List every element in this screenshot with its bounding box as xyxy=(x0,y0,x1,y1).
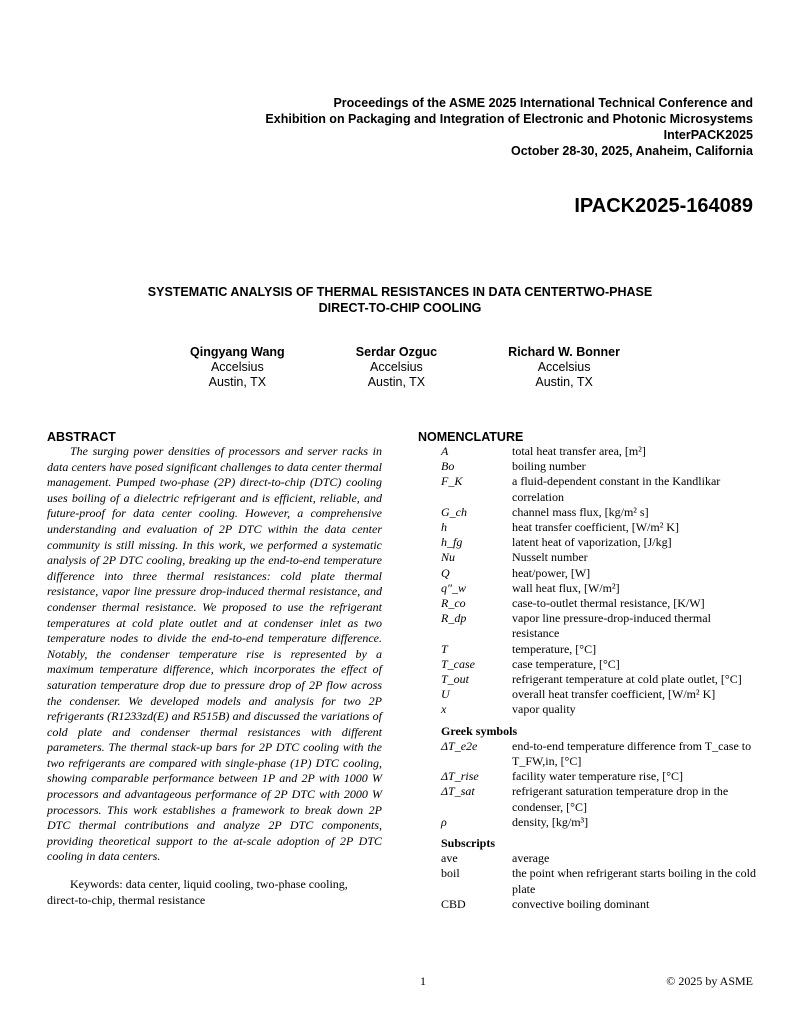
author-block xyxy=(190,345,285,390)
nomenclature-definition: end-to-end temperature difference from T_case to T_FW,in, [°C] xyxy=(512,738,752,769)
nomenclature-symbol: G_ch xyxy=(441,504,467,519)
nomenclature-row xyxy=(441,657,756,672)
nomenclature-definition: case temperature, [°C] xyxy=(512,656,620,671)
nomenclature-definition: density, [kg/m³] xyxy=(512,814,589,829)
nomenclature-row xyxy=(441,474,756,504)
author-block xyxy=(508,345,620,390)
nomenclature-list xyxy=(441,444,756,912)
author-location: Austin, TX xyxy=(208,375,267,389)
nomenclature-row xyxy=(441,596,756,611)
nomenclature-symbol: h_fg xyxy=(441,535,463,550)
nomenclature-definition: heat/power, [W] xyxy=(512,565,591,580)
nomenclature-symbol: ΔT_e2e xyxy=(441,738,478,753)
nomenclature-definition: refrigerant saturation temperature drop in the condenser, [°C] xyxy=(512,784,729,814)
nomenclature-definition: total heat transfer area, [m²] xyxy=(512,444,646,458)
nomenclature-symbol: boil xyxy=(441,866,460,881)
author-affiliation: Accelsius xyxy=(210,360,264,374)
nomenclature-row xyxy=(441,897,756,912)
nomenclature-definition: refrigerant temperature at cold plate outlet, [°C] xyxy=(512,672,742,687)
nomenclature-section xyxy=(418,430,756,912)
nomenclature-symbol: ave xyxy=(441,851,458,866)
nomenclature-definition: convective boiling dominant xyxy=(512,896,650,911)
keywords: Keywords: data center, liquid cooling, two-phase cooling, direct-to-chip, thermal resistance xyxy=(47,877,348,907)
author-name: Qingyang Wang xyxy=(190,345,285,359)
author-location: Austin, TX xyxy=(535,375,593,389)
nomenclature-row xyxy=(441,444,756,459)
greek-heading: Greek symbols xyxy=(441,723,518,738)
copyright: © 2025 by ASME xyxy=(666,974,753,988)
author-block xyxy=(356,345,437,390)
nomenclature-symbol: R_co xyxy=(441,596,466,611)
nomenclature-symbol: T_case xyxy=(441,656,475,671)
page-number: 1 xyxy=(420,974,426,988)
abstract-section xyxy=(47,430,382,920)
nomenclature-definition: facility water temperature rise, [°C] xyxy=(512,769,684,784)
author-affiliation: Accelsius xyxy=(370,360,423,374)
nomenclature-symbol: x xyxy=(441,702,447,717)
nomenclature-row xyxy=(441,505,756,520)
proceedings-line: October 28-30, 2025, Anaheim, California xyxy=(511,144,753,158)
nomenclature-definition: the point when refrigerant starts boiling in the cold plate xyxy=(512,866,756,896)
nomenclature-symbol: T xyxy=(441,641,448,656)
author-name: Richard W. Bonner xyxy=(508,345,620,359)
nomenclature-row xyxy=(441,535,756,550)
nomenclature-row xyxy=(441,581,756,596)
proceedings-line: Exhibition on Packaging and Integration of Electronic and Photonic Microsystems xyxy=(265,112,753,126)
nomenclature-symbol: CBD xyxy=(441,896,466,911)
nomenclature-row xyxy=(441,702,756,717)
title-line: DIRECT-TO-CHIP COOLING xyxy=(318,301,482,315)
nomenclature-row xyxy=(441,520,756,535)
author-name: Serdar Ozguc xyxy=(355,345,438,359)
nomenclature-definition: channel mass flux, [kg/m² s] xyxy=(512,504,649,519)
nomenclature-definition: overall heat transfer coefficient, [W/m² K] xyxy=(512,687,716,702)
nomenclature-row xyxy=(441,769,756,784)
nomenclature-row xyxy=(441,784,756,814)
nomenclature-symbol: T_out xyxy=(441,672,470,687)
proceedings-line: InterPACK2025 xyxy=(663,128,753,142)
nomenclature-row xyxy=(441,566,756,581)
title-line: SYSTEMATIC ANALYSIS OF THERMAL RESISTANCES IN DATA CENTERTWO-PHASE xyxy=(147,285,653,299)
abstract-heading: ABSTRACT xyxy=(47,430,116,444)
proceedings-header xyxy=(193,95,753,159)
nomenclature-row xyxy=(441,866,756,896)
nomenclature-symbol: h xyxy=(441,520,447,535)
nomenclature-definition: vapor line pressure-drop-induced thermal resistance xyxy=(512,611,711,641)
nomenclature-definition: a fluid-dependent constant in the Kandlikar correlation xyxy=(512,474,721,504)
nomenclature-row xyxy=(441,739,756,769)
nomenclature-heading: NOMENCLATURE xyxy=(418,430,524,444)
nomenclature-definition: average xyxy=(512,851,550,866)
nomenclature-symbol: ρ xyxy=(441,814,447,829)
author-list xyxy=(190,345,620,390)
nomenclature-definition: case-to-outlet thermal resistance, [K/W] xyxy=(512,596,705,611)
nomenclature-symbol: R_dp xyxy=(441,611,467,626)
nomenclature-symbol: A xyxy=(441,444,449,458)
nomenclature-row xyxy=(441,672,756,687)
nomenclature-symbol: Q xyxy=(441,565,450,580)
nomenclature-definition: boiling number xyxy=(512,459,586,474)
abstract-text: The surging power densities of processors and server racks in data centers have posed significant challenges to data center thermal management. Pumped two-phase (2P) direct-to-chip (DTC) cooling uses boiling of a dielectric refrigerant and is efficient, reliable, and future-proof for data center cooling. However, a comprehensive understanding and evaluation of 2P DTC within the data center community is still missing. In this work, we performed a systematic analysis of 2P DTC cooling, breaking up the end-to-end temperature difference into three thermal resistances: cold plate thermal resistance, vapor line pressure drop-induced thermal resistance, and condenser thermal resistance. We proposed to use the refrigerant temperatures at cold plate outlet and at condenser inlet as two temperature nodes to divide the end-to-end temperature difference. Notably, the condenser temperature rise is represented by a maximum temperature difference, which incorporates the effect of saturation temperature drop due to pressure drop of 2P flow across the condenser. We developed models and analysis for two 2P refrigerants (R1233zd(E) and R515B) and discussed the variations of cold plate and condenser thermal resistances with different parameters. The thermal stack-up bars for 2P DTC cooling with the two refrigerants are compared with single-phase (1P) DTC cooling, showing comparable performance between 1P and 2P with 1000 W processors and advantageous performance of 2P DTC with 2000 W processors. This work establishes a framework to break down 2P DTC thermal contributions and analyze 2P DTC components, providing theoretical support to the at-scale adoption of 2P DTC cooling in data centers. xyxy=(47,444,382,864)
nomenclature-definition: Nusselt number xyxy=(512,550,588,565)
nomenclature-symbol: ΔT_rise xyxy=(441,769,479,784)
subscript-list xyxy=(441,851,756,912)
nomenclature-definition: temperature, [°C] xyxy=(512,641,597,656)
nomenclature-row xyxy=(441,611,756,641)
paper-id: IPACK2025-164089 xyxy=(574,195,753,217)
nomenclature-symbol: U xyxy=(441,687,450,702)
nomenclature-row xyxy=(441,550,756,565)
author-location: Austin, TX xyxy=(367,375,426,389)
nomenclature-symbol: Bo xyxy=(441,459,455,474)
symbol-list xyxy=(441,444,756,718)
nomenclature-symbol: q″_w xyxy=(441,580,467,595)
proceedings-line: Proceedings of the ASME 2025 International Technical Conference and xyxy=(333,96,753,110)
greek-list xyxy=(441,739,756,830)
nomenclature-row xyxy=(441,851,756,866)
author-affiliation: Accelsius xyxy=(537,360,591,374)
nomenclature-symbol: Nu xyxy=(441,550,456,565)
subscripts-heading: Subscripts xyxy=(441,836,496,851)
nomenclature-row xyxy=(441,815,756,830)
nomenclature-row xyxy=(441,642,756,657)
nomenclature-definition: vapor quality xyxy=(512,702,576,717)
nomenclature-row xyxy=(441,687,756,702)
paper-title xyxy=(90,284,710,316)
nomenclature-symbol: ΔT_sat xyxy=(441,784,475,799)
nomenclature-definition: wall heat flux, [W/m²] xyxy=(512,580,620,595)
nomenclature-symbol: F_K xyxy=(441,474,463,489)
nomenclature-row xyxy=(441,459,756,474)
nomenclature-definition: heat transfer coefficient, [W/m² K] xyxy=(512,520,679,535)
nomenclature-definition: latent heat of vaporization, [J/kg] xyxy=(512,535,672,550)
